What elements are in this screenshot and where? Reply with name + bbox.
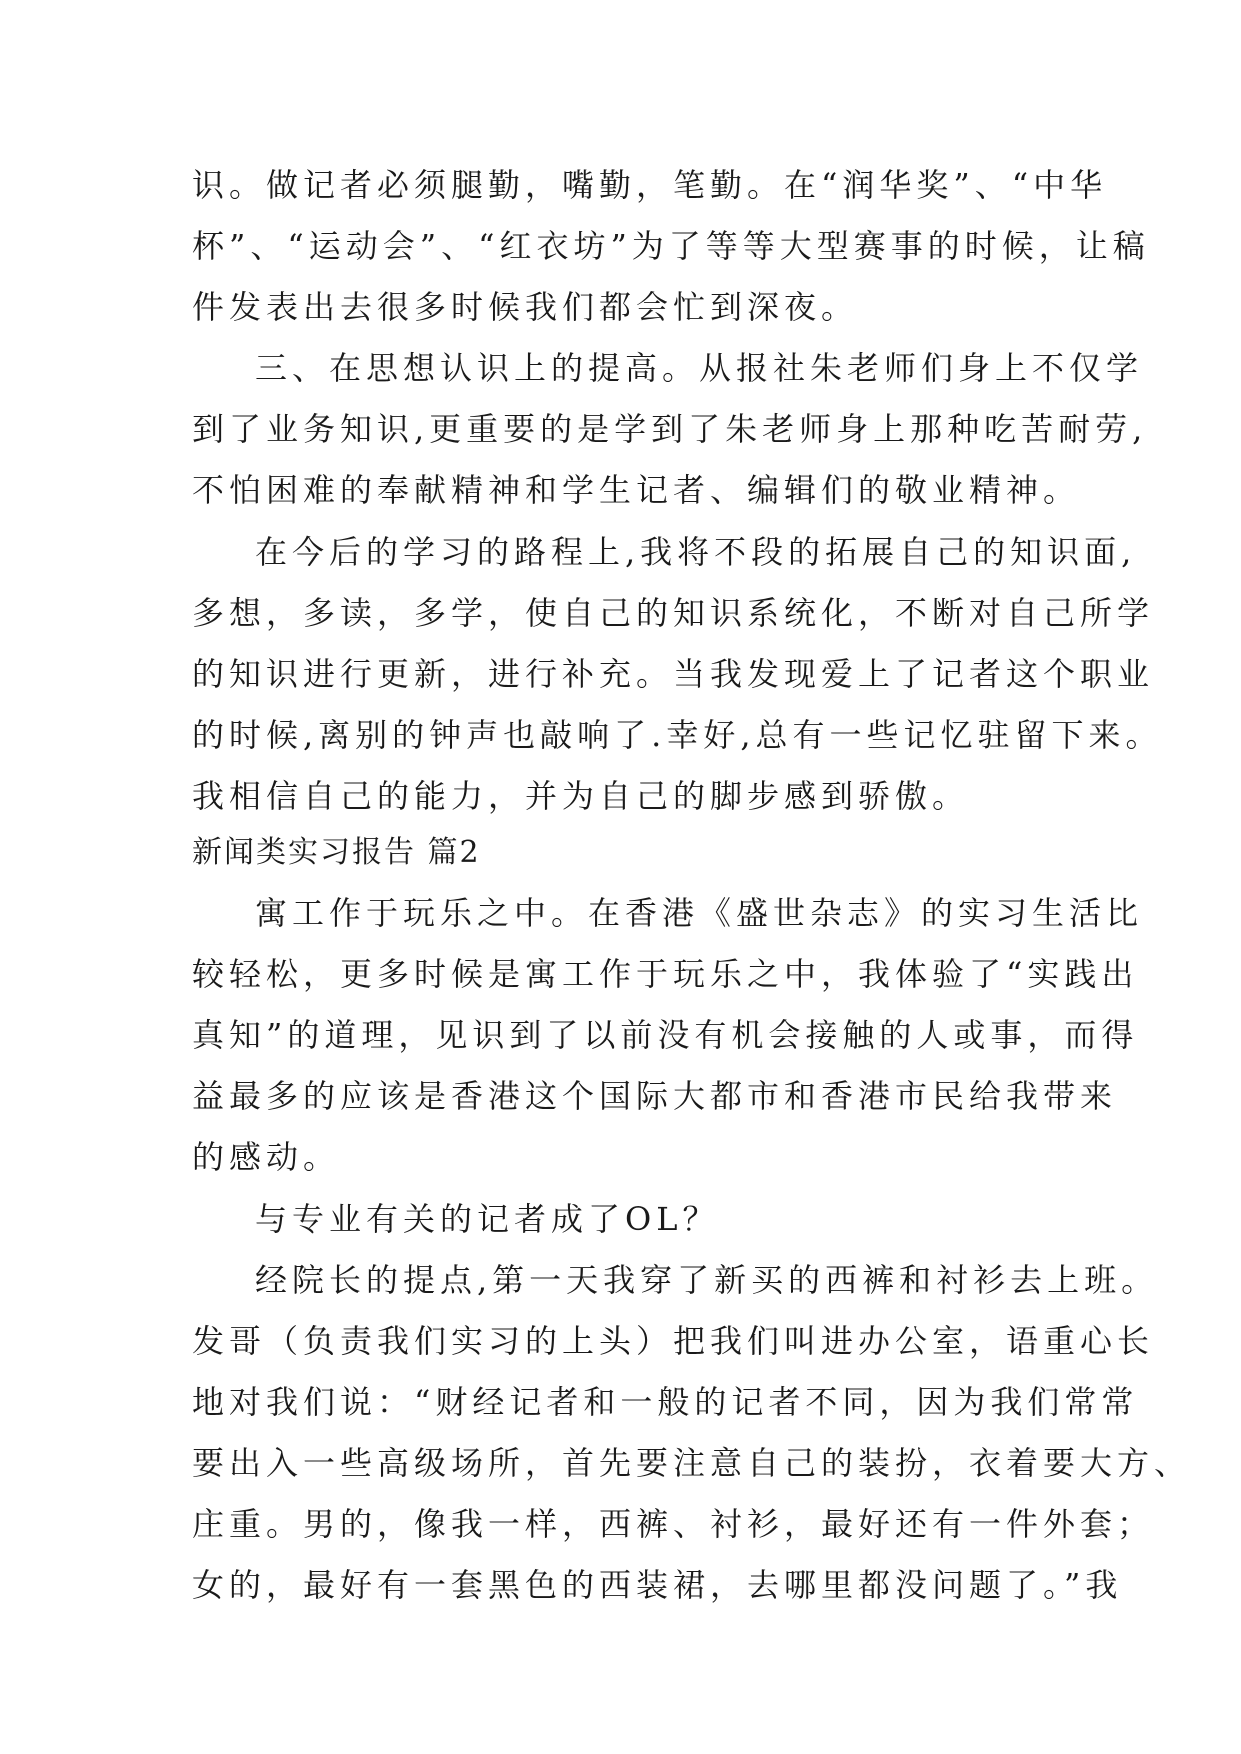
- text-line: 真知”的道理，见识到了以前没有机会接触的人或事，而得: [192, 1016, 1139, 1054]
- text-line: 识。做记者必须腿勤，嘴勤，笔勤。在“润华奖”、“中华: [192, 166, 1108, 204]
- section-heading: 新闻类实习报告 篇2: [192, 835, 481, 870]
- text-line: 不怕困难的奉献精神和学生记者、编辑们的敬业精神。: [192, 471, 1081, 509]
- text-line: 地对我们说：“财经记者和一般的记者不同，因为我们常常: [192, 1383, 1139, 1421]
- text-line: 杯”、“运动会”、“红衣坊”为了等等大型赛事的时候，让稿: [192, 227, 1150, 265]
- text-line: 到了业务知识,更重要的是学到了朱老师身上那种吃苦耐劳,: [192, 410, 1148, 448]
- text-line: 女的，最好有一套黑色的西装裙，去哪里都没问题了。”我: [192, 1566, 1123, 1604]
- paragraph-start: 在今后的学习的路程上,我将不段的拓展自己的知识面,: [255, 533, 1137, 571]
- text-line: 的时候,离别的钟声也敲响了.幸好,总有一些记忆驻留下来。: [192, 716, 1163, 754]
- paragraph-start: 与专业有关的记者成了OL？: [255, 1200, 720, 1238]
- text-line: 多想，多读，多学，使自己的知识系统化，不断对自己所学: [192, 594, 1155, 632]
- text-line: 发哥（负责我们实习的上头）把我们叫进办公室，语重心长: [192, 1322, 1155, 1360]
- text-line: 我相信自己的能力，并为自己的脚步感到骄傲。: [192, 777, 970, 815]
- text-line: 件发表出去很多时候我们都会忙到深夜。: [192, 288, 859, 326]
- text-line: 的感动。: [192, 1138, 341, 1176]
- paragraph-start: 三、在思想认识上的提高。从报社朱老师们身上不仅学: [255, 349, 1144, 387]
- text-line: 庄重。男的，像我一样，西裤、衬衫，最好还有一件外套；: [192, 1505, 1155, 1543]
- text-line: 较轻松，更多时候是寓工作于玩乐之中，我体验了“实践出: [192, 955, 1139, 993]
- text-line: 要出入一些高级场所，首先要注意自己的装扮，衣着要大方、: [192, 1444, 1192, 1482]
- text-line: 的知识进行更新，进行补充。当我发现爱上了记者这个职业: [192, 655, 1155, 693]
- paragraph-start: 经院长的提点,第一天我穿了新买的西裤和衬衫去上班。: [255, 1261, 1159, 1299]
- paragraph-start: 寓工作于玩乐之中。在香港《盛世杂志》的实习生活比: [255, 894, 1144, 932]
- text-line: 益最多的应该是香港这个国际大都市和香港市民给我带来: [192, 1077, 1118, 1115]
